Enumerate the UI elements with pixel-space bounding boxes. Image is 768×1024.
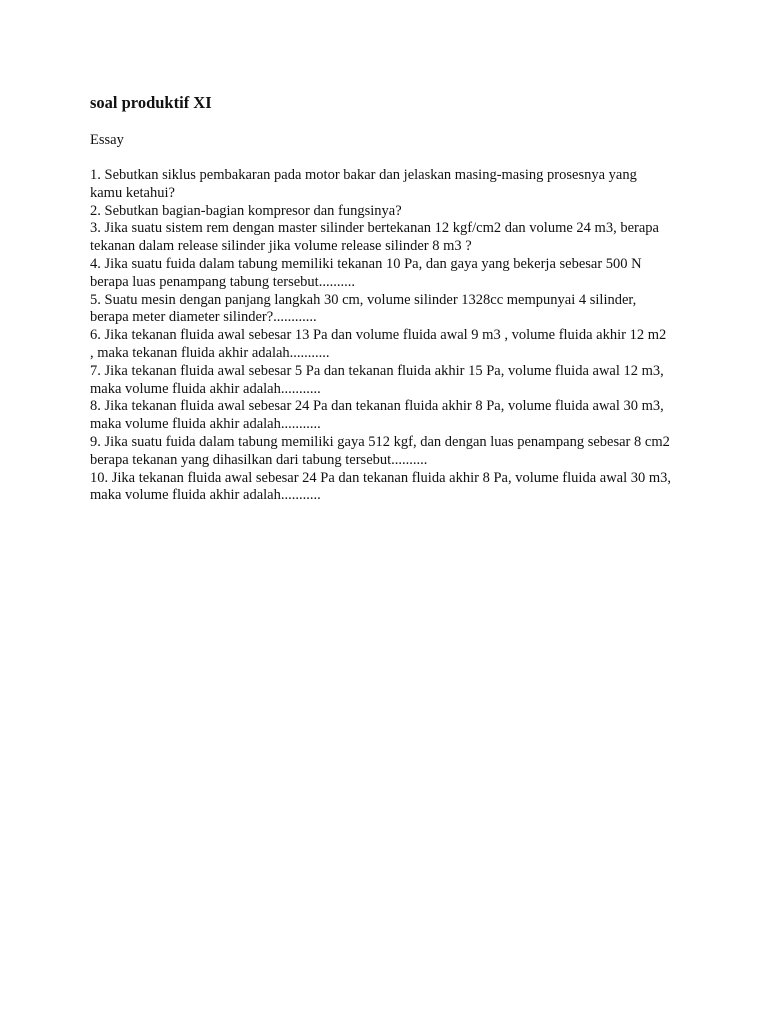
question-item: 9. Jika suatu fuida dalam tabung memiliki gaya 512 kgf, dan dengan luas penampang sebesar 8 cm2 berapa tekanan yang dihasilkan dari tabung tersebut..........: [90, 433, 670, 468]
question-item: 6. Jika tekanan fluida awal sebesar 13 Pa dan volume fluida awal 9 m3 , volume fluida akhir 12 m2 , maka tekanan fluida akhir adalah...........: [90, 327, 667, 361]
question-item: 1. Sebutkan siklus pembakaran pada motor bakar dan jelaskan masing-masing prosesnya yang kamu ketahui?: [90, 167, 637, 201]
question-item: 10. Jika tekanan fluida awal sebesar 24 Pa dan tekanan fluida akhir 8 Pa, volume fluida awal 30 m3, maka volume fluida akhir adalah...........: [90, 469, 672, 504]
document-page: [90, 93, 672, 505]
question-list: [90, 167, 672, 505]
question-item: 7. Jika tekanan fluida awal sebesar 5 Pa dan tekanan fluida akhir 15 Pa, volume fluida awal 12 m3, maka volume fluida akhir adalah...........: [90, 362, 664, 397]
question-item: 8. Jika tekanan fluida awal sebesar 24 Pa dan tekanan fluida akhir 8 Pa, volume fluida awal 30 m3, maka volume fluida akhir adalah...........: [90, 398, 664, 433]
question-item: 5. Suatu mesin dengan panjang langkah 30 cm, volume silinder 1328cc mempunyai 4 silinder, berapa meter diameter silinder?............: [90, 291, 637, 326]
section-heading: Essay: [90, 132, 124, 148]
question-item: 4. Jika suatu fuida dalam tabung memiliki tekanan 10 Pa, dan gaya yang bekerja sebesar 500 N berapa luas penampang tabung tersebut..........: [90, 255, 642, 290]
question-item: 2. Sebutkan bagian-bagian kompresor dan fungsinya?: [90, 202, 402, 219]
document-title: soal produktif XI: [90, 93, 212, 112]
question-item: 3. Jika suatu sistem rem dengan master silinder bertekanan 12 kgf/cm2 dan volume 24 m3, berapa tekanan dalam release silinder jika volume release silinder 8 m3 ?: [90, 220, 659, 255]
